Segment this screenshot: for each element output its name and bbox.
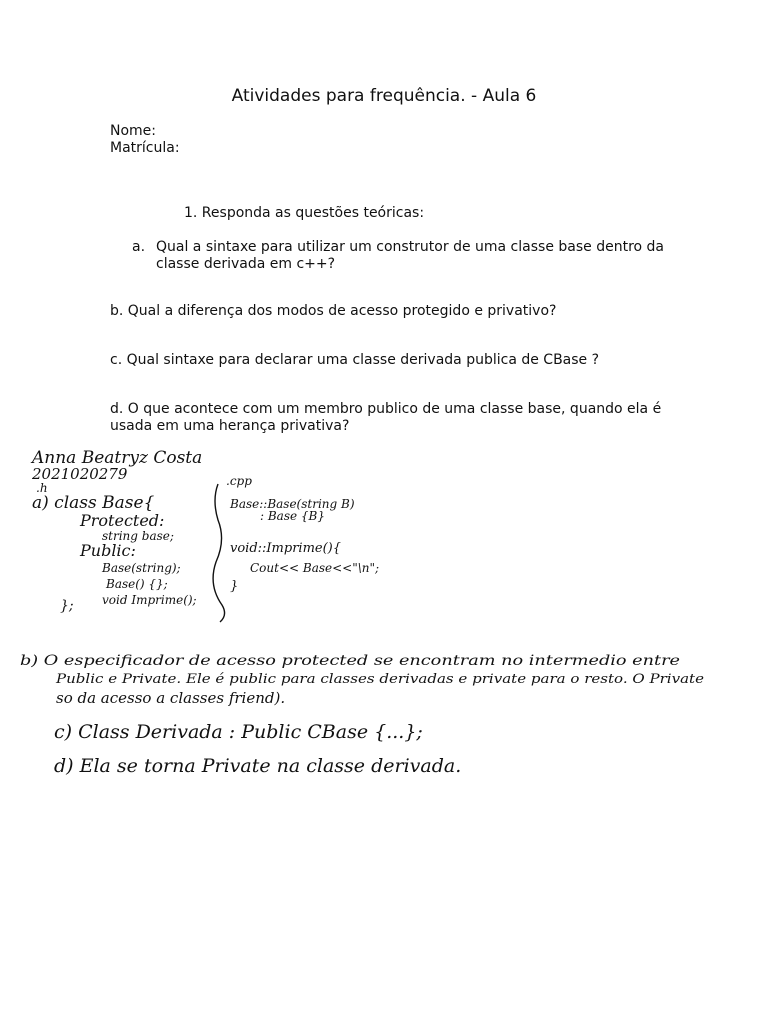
answer-a-right-2: : Base {B} <box>260 509 325 523</box>
answer-a-right-3: void::Imprime(){ <box>230 541 342 556</box>
answer-b-line-1: b) O especificador de acesso protected se encontram no intermedio entre <box>20 653 680 669</box>
answer-d: d) Ela se torna Private na classe derivada. <box>54 755 462 777</box>
answer-a-line-3: string base; <box>102 529 174 543</box>
answer-a-line-6: Base() {}; <box>106 577 168 591</box>
question-1-heading: 1. Responda as questões teóricas: <box>184 205 425 221</box>
answer-c: c) Class Derivada : Public CBase {...}; <box>54 721 423 743</box>
cpp-file-label: .cpp <box>226 474 252 488</box>
student-id: 2021020279 <box>32 465 128 483</box>
question-a-marker: a. <box>132 239 146 255</box>
question-b: b. Qual a diferença dos modos de acesso protegido e privativo? <box>110 303 557 319</box>
name-label: Nome: <box>110 123 157 139</box>
student-name: Anna Beatryz Costa <box>32 448 203 468</box>
answer-a-right-1: Base::Base(string B) <box>230 497 355 511</box>
answer-a-line-7: void Imprime(); <box>102 593 197 607</box>
answer-a-line-4: Public: <box>80 541 136 560</box>
answer-a-line-8: }; <box>60 598 74 614</box>
answer-a-right-4: Cout<< Base<<"\n"; <box>250 561 380 575</box>
question-a-text: Qual a sintaxe para utilizar um construtor de uma classe base dentro da classe derivada em c++? <box>156 239 664 272</box>
brace-divider <box>213 484 224 622</box>
answer-b-line-2: Public e Private. Ele é public para classes derivadas e private para o resto. O Private <box>54 672 705 687</box>
question-d: d. O que acontece com um membro publico de uma classe base, quando ela é usada em uma herança privativa? <box>110 401 662 434</box>
answer-a-right-5: } <box>230 579 239 594</box>
answer-b-line-3: so da acesso a classes friend). <box>56 689 286 707</box>
question-c: c. Qual sintaxe para declarar uma classe derivada publica de CBase ? <box>110 352 600 368</box>
page-title: Atividades para frequência. - Aula 6 <box>231 86 537 106</box>
answer-a-line-1: a) class Base{ <box>32 493 155 513</box>
answer-a-line-2: Protected: <box>80 511 165 530</box>
matricula-label: Matrícula: <box>110 140 180 156</box>
answer-a-line-5: Base(string); <box>102 561 181 575</box>
h-file-label: .h <box>36 481 48 495</box>
